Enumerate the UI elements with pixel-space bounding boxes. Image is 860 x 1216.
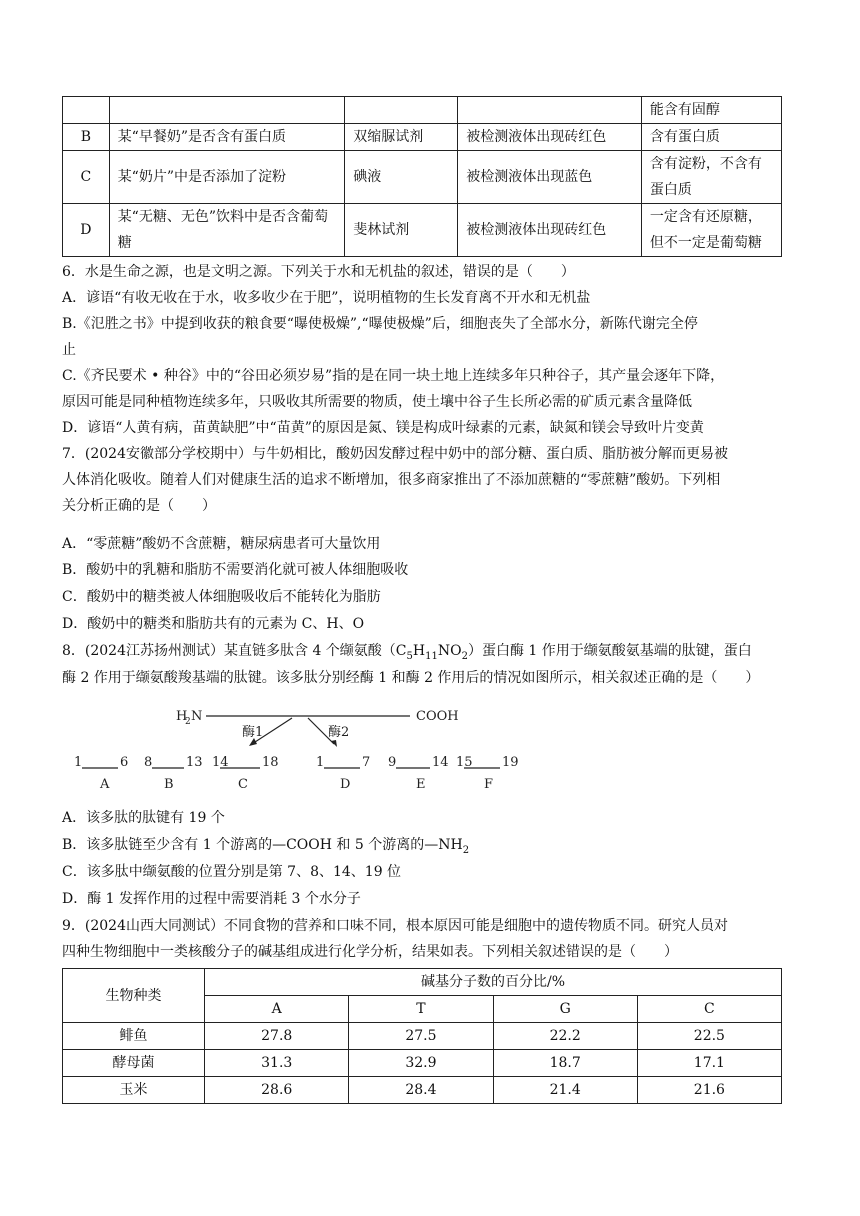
enzyme2-label: 酶2 [328,725,350,740]
question-8-stem-line1 [62,641,792,667]
question-8-option-a: A．该多肽的肽键有 19 个 [62,810,225,826]
value-cell: 32.9 [349,1050,493,1077]
value-cell: 28.6 [205,1077,349,1104]
question-6-stem: 6．水是生命之源，也是文明之源。下列关于水和无机盐的叙述，错误的是（ ） [62,264,575,280]
question-8-option-c: C．该多肽中缬氨酸的位置分别是第 7、8、14、19 位 [62,864,402,880]
option-cell [63,97,110,124]
arrowhead-enzyme2 [331,740,337,747]
reagent-test-table [62,96,782,257]
fragment-end-label: 19 [502,755,519,770]
question-7-stem-line3: 关分析正确的是（ ） [62,498,216,514]
question-8-option-b [62,835,792,861]
question-9-stem-line2: 四种生物细胞中一类核酸分子的碱基组成进行化学分析，结果如表。下列相关叙述错误的是（ ） [62,944,678,960]
conclusion-cell: 一定含有还原糖，但不一定是葡萄糖 [641,204,781,257]
question-6-option-b-line2: 止 [62,342,76,358]
base-c-header: C [637,996,781,1023]
phenomenon-cell [458,97,642,124]
fragment-end-label: 6 [120,755,129,770]
amino-terminus-h: H [176,709,188,724]
fragments-group [74,755,519,792]
base-g-header: G [493,996,637,1023]
table-row [63,1050,782,1077]
table-header-row [63,969,782,996]
fragment-start-label: 14 [212,755,229,770]
table-row [63,124,782,151]
subscript: 5 [406,650,413,662]
question-9-stem-line1: 9．(2024山西大同测试）不同食物的营养和口味不同，根本原因可能是细胞中的遗传物质不同。研究人员对 [62,918,728,934]
enzyme1-label: 酶1 [242,725,264,740]
question-8-option-d: D．酶 1 发挥作用的过程中需要消耗 3 个水分子 [62,891,361,907]
base-a-header: A [205,996,349,1023]
value-cell: 21.4 [493,1077,637,1104]
test-target-cell: 某“无糖、无色”饮料中是否含葡萄糖 [109,204,345,257]
fragment-label: D [340,777,351,792]
fragment-start-label: 15 [456,755,473,770]
question-6-option-c-line2: 原因可能是同种植物连续多年，只吸收其所需要的物质，使土壤中谷子生长所必需的矿质元素含量降低 [62,394,692,410]
table-row [63,1023,782,1050]
value-cell: 17.1 [637,1050,781,1077]
stem-text: NO [437,643,462,659]
species-cell: 鲱鱼 [63,1023,205,1050]
reagent-cell: 碘液 [345,151,458,204]
species-cell: 酵母菌 [63,1050,205,1077]
percentage-header: 碱基分子数的百分比/% [205,969,782,996]
reagent-cell: 斐林试剂 [345,204,458,257]
conclusion-cell: 能含有固醇 [641,97,781,124]
table-row [63,97,782,124]
species-header: 生物种类 [63,969,205,1023]
amino-terminus-n: N [191,709,203,724]
test-target-cell: 某“早餐奶”是否含有蛋白质 [109,124,345,151]
fragment-end-label: 18 [262,755,279,770]
question-6-option-b-line1: B.《氾胜之书》中提到收获的粮食要“曝使极燥”,“曝使极燥”后，细胞丧失了全部水分，新陈代谢完全停 [62,316,698,332]
option-text: B．该多肽链至少含有 1 个游离的—COOH 和 5 个游离的—NH [62,837,463,853]
question-6-option-d: D．谚语“人黄有病，苗黄缺肥”中“苗黄”的原因是氮、镁是构成叶绿素的元素，缺氮和镁会导致叶片变黄 [62,420,704,436]
reagent-cell [345,97,458,124]
subscript: 2 [461,650,468,662]
question-7-stem-line1: 7．(2024安徽部分学校期中）与牛奶相比，酸奶因发酵过程中奶中的部分糖、蛋白质、脂肪被分解而更易被 [62,446,728,462]
value-cell: 22.5 [637,1023,781,1050]
value-cell: 27.8 [205,1023,349,1050]
stem-text: 8．(2024江苏扬州测试）某直链多肽含 4 个缬氨酸（C [62,643,407,659]
subscript: 2 [462,844,470,856]
stem-text: ）蛋白酶 1 作用于缬氨酸氨基端的肽键，蛋白 [467,643,752,659]
fragment-start-label: 8 [144,755,153,770]
table-row [63,151,782,204]
option-cell: B [63,124,110,151]
fragment-label: F [484,777,494,792]
fragment-label: A [100,777,110,792]
fragment-label: C [238,777,248,792]
fragment-start-label: 9 [388,755,397,770]
question-6-option-c-line1: C.《齐民要术 • 种谷》中的“谷田必须岁易”指的是在同一块土地上连续多年只种谷子，其产量会逐年下降， [62,368,725,384]
value-cell: 28.4 [349,1077,493,1104]
table-row [63,1077,782,1104]
fragment-start-label: 1 [316,755,325,770]
value-cell: 31.3 [205,1050,349,1077]
fragment-start-label: 1 [74,755,83,770]
question-7-option-d: D．酸奶中的糖类和脂肪共有的元素为 C、H、O [62,616,365,632]
value-cell: 18.7 [493,1050,637,1077]
question-7-option-c: C．酸奶中的糖类被人体细胞吸收后不能转化为脂肪 [62,589,381,605]
phenomenon-cell: 被检测液体出现砖红色 [458,124,642,151]
phenomenon-cell: 被检测液体出现蓝色 [458,151,642,204]
value-cell: 22.2 [493,1023,637,1050]
test-target-cell [109,97,345,124]
phenomenon-cell: 被检测液体出现砖红色 [458,204,642,257]
option-cell: C [63,151,110,204]
question-7-option-b: B．酸奶中的乳糖和脂肪不需要消化就可被人体细胞吸收 [62,562,409,578]
base-t-header: T [349,996,493,1023]
reagent-cell: 双缩脲试剂 [345,124,458,151]
base-composition-table [62,968,782,1104]
polypeptide-cleavage-diagram [66,700,519,796]
conclusion-cell: 含有蛋白质 [641,124,781,151]
fragment-label: B [164,777,174,792]
subscript: 11 [425,650,438,662]
amino-terminus-subscript: 2 [185,717,191,727]
fragment-end-label: 7 [362,755,371,770]
species-cell: 玉米 [63,1077,205,1104]
conclusion-cell: 含有淀粉，不含有蛋白质 [641,151,781,204]
test-target-cell: 某“奶片”中是否添加了淀粉 [109,151,345,204]
fragment-end-label: 14 [432,755,449,770]
value-cell: 27.5 [349,1023,493,1050]
carboxyl-terminus: COOH [416,709,459,724]
question-6-option-a: A．谚语“有收无收在于水，收多收少在于肥”，说明植物的生长发育离不开水和无机盐 [62,290,591,306]
stem-text: H [412,643,426,659]
question-7-option-a: A．“零蔗糖”酸奶不含蔗糖，糖尿病患者可大量饮用 [62,536,381,552]
fragment-label: E [416,777,426,792]
question-7-stem-line2: 人体消化吸收。随着人们对健康生活的追求不断增加，很多商家推出了不添加蔗糖的“零蔗糖”酸奶。下列相 [62,472,721,488]
table-row [63,204,782,257]
value-cell: 21.6 [637,1077,781,1104]
fragment-end-label: 13 [186,755,203,770]
option-cell: D [63,204,110,257]
question-8-stem-line2: 酶 2 作用于缬氨酸羧基端的肽键。该多肽分别经酶 1 和酶 2 作用后的情况如图所示，相关叙述正确的是（ ） [62,670,760,686]
